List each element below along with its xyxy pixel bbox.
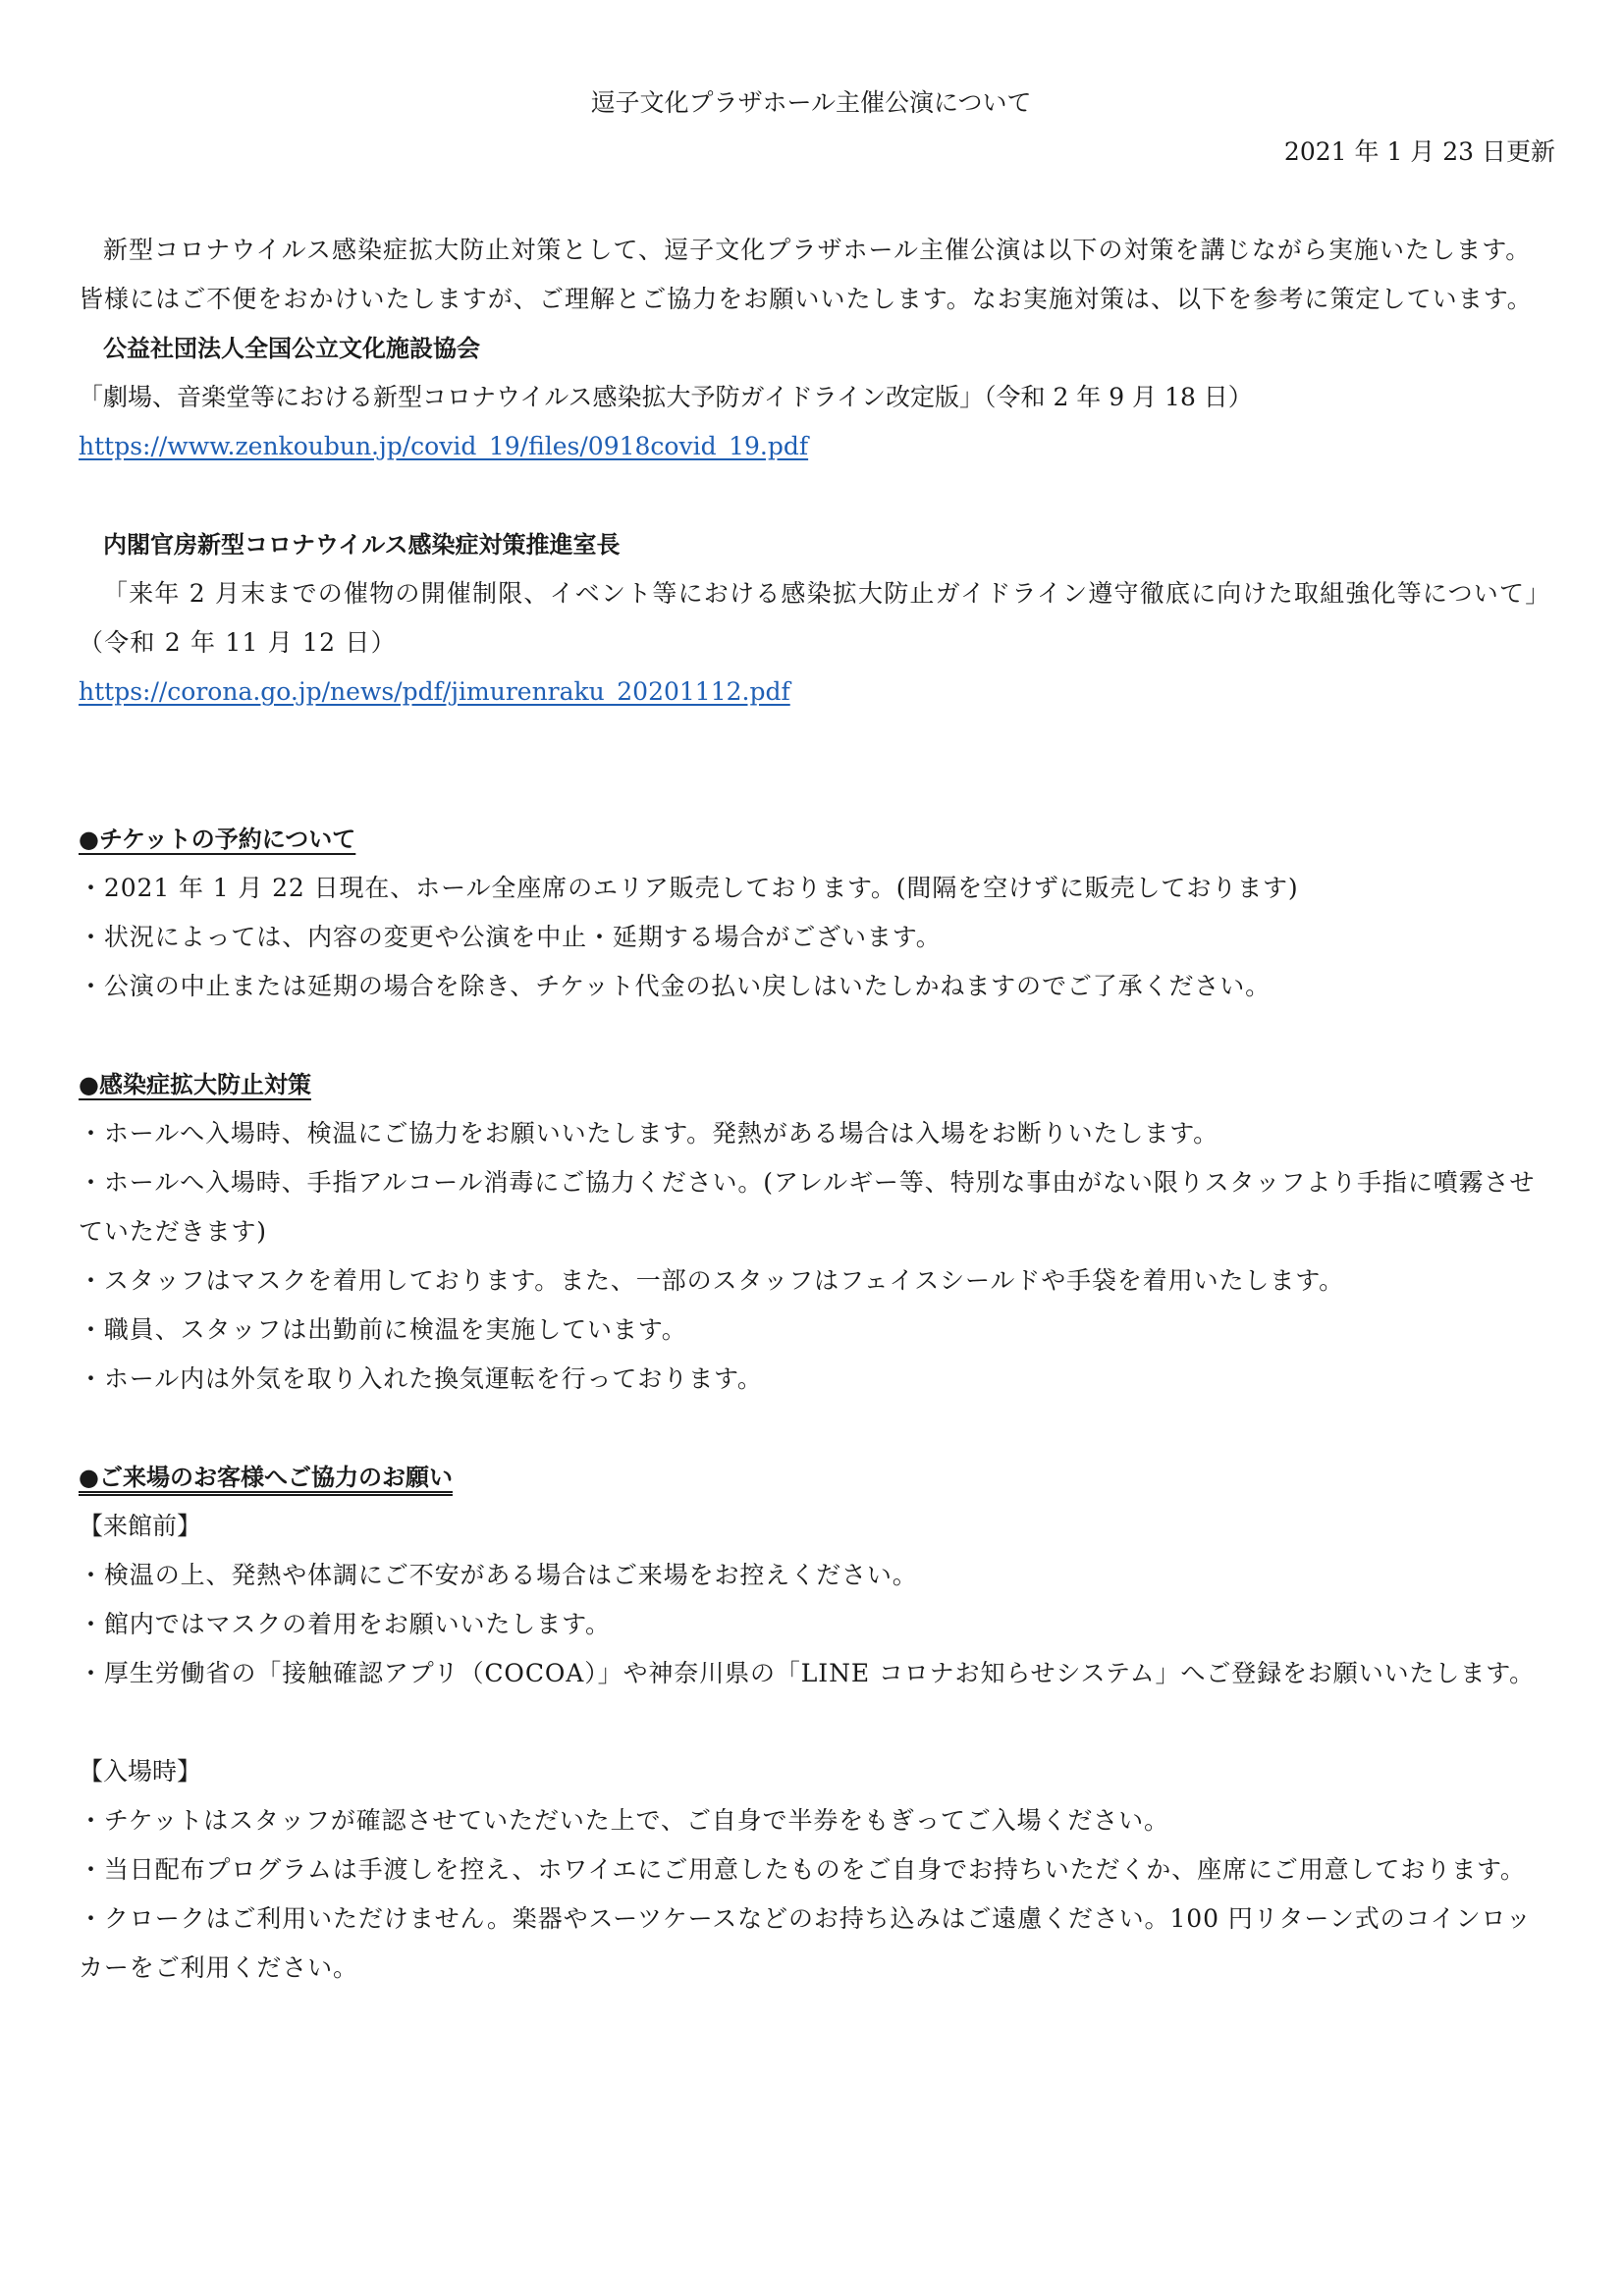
list-item: ・館内ではマスクの着用をお願いいたします。 [79,1610,611,1638]
list-item: ・厚生労働省の「接触確認アプリ（COCOA）」や神奈川県の「LINE コロナお知らせシステム」へご登録をお願いいたします。 [79,1659,1536,1687]
document-title: 逗子文化プラザホール主催公演について [590,88,1032,117]
on-entry-list [79,1796,1551,1993]
document-page [79,79,1555,1993]
reference-link-2[interactable]: https://corona.go.jp/news/pdf/jimurenraku_20201112.pdf [79,677,790,706]
list-item: ・ホール内は外気を取り入れた換気運転を行っております。 [79,1364,763,1393]
intro-paragraph: 新型コロナウイルス感染症拡大防止対策として、逗子文化プラザホール主催公演は以下の対策を講じながら実施いたします。皆様にはご不便をおかけいたしますが、ご理解とご協力をお願いいたします。なお実施対策は、以下を参考に策定しています。 [79,236,1533,313]
list-item: ・クロークはご利用いただけません。楽器やスーツケースなどのお持ち込みはご遠慮ください。100 円リターン式のコインロッカーをご利用ください。 [79,1904,1532,1982]
updated-date: 2021 年 1 月 23 日更新 [1283,137,1555,166]
subsection-label-before-visit: 【来館前】 [79,1512,202,1540]
reference-org-2: 内閣官房新型コロナウイルス感染症対策推進室長 [103,531,621,559]
reference-org-1: 公益社団法人全国公立文化施設協会 [103,335,480,362]
list-item: ・ホールへ入場時、検温にご協力をお願いいたします。発熱がある場合は入場をお断りいたします。 [79,1119,1219,1148]
list-item: ・職員、スタッフは出勤前に検温を実施しています。 [79,1315,687,1344]
list-item: ・状況によっては、内容の変更や公演を中止・延期する場合がございます。 [79,923,942,951]
subsection-label-on-entry: 【入場時】 [79,1757,202,1786]
list-item: ・公演の中止または延期の場合を除き、チケット代金の払い戻しはいたしかねますのでご了承ください。 [79,972,1272,1000]
section-heading-visitors: ●ご来場のお客様へご協力のお願い [79,1464,453,1491]
reference-doc-1: 「劇場、音楽堂等における新型コロナウイルス感染拡大予防ガイドライン改定版」（令和 2 年 9 月 18 日） [79,383,1253,411]
list-item: ・検温の上、発熱や体調にご不安がある場合はご来場をお控えください。 [79,1561,918,1589]
before-visit-list [79,1551,1551,1698]
list-item: ・ホールへ入場時、手指アルコール消毒にご協力ください。(アレルギー等、特別な事由がない限りスタッフより手指に噴霧させていただきます) [79,1168,1536,1246]
section-heading-ticket: ●チケットの予約について [79,826,356,853]
reference-link-1[interactable]: https://www.zenkoubun.jp/covid_19/files/0918covid_19.pdf [79,432,809,460]
list-item: ・当日配布プログラムは手渡しを控え、ホワイエにご用意したものをご自身でお持ちいただくか、座席にご用意しております。 [79,1855,1526,1884]
list-item: ・スタッフはマスクを着用しております。また、一部のスタッフはフェイスシールドや手袋を着用いたします。 [79,1266,1345,1295]
section-heading-prevention: ●感染症拡大防止対策 [79,1071,311,1098]
prevention-list [79,1109,1551,1404]
reference-doc-2: 「来年 2 月末までの催物の開催制限、イベント等における感染拡大防止ガイドライン遵守徹底に向けた取組強化等について」（令和 2 年 11 月 12 日） [79,579,1551,657]
list-item: ・2021 年 1 月 22 日現在、ホール全座席のエリア販売しております。(間隔を空けずに販売しております) [79,874,1299,902]
list-item: ・チケットはスタッフが確認させていただいた上で、ご自身で半券をもぎってご入場ください。 [79,1806,1169,1835]
ticket-list [79,864,1551,1011]
